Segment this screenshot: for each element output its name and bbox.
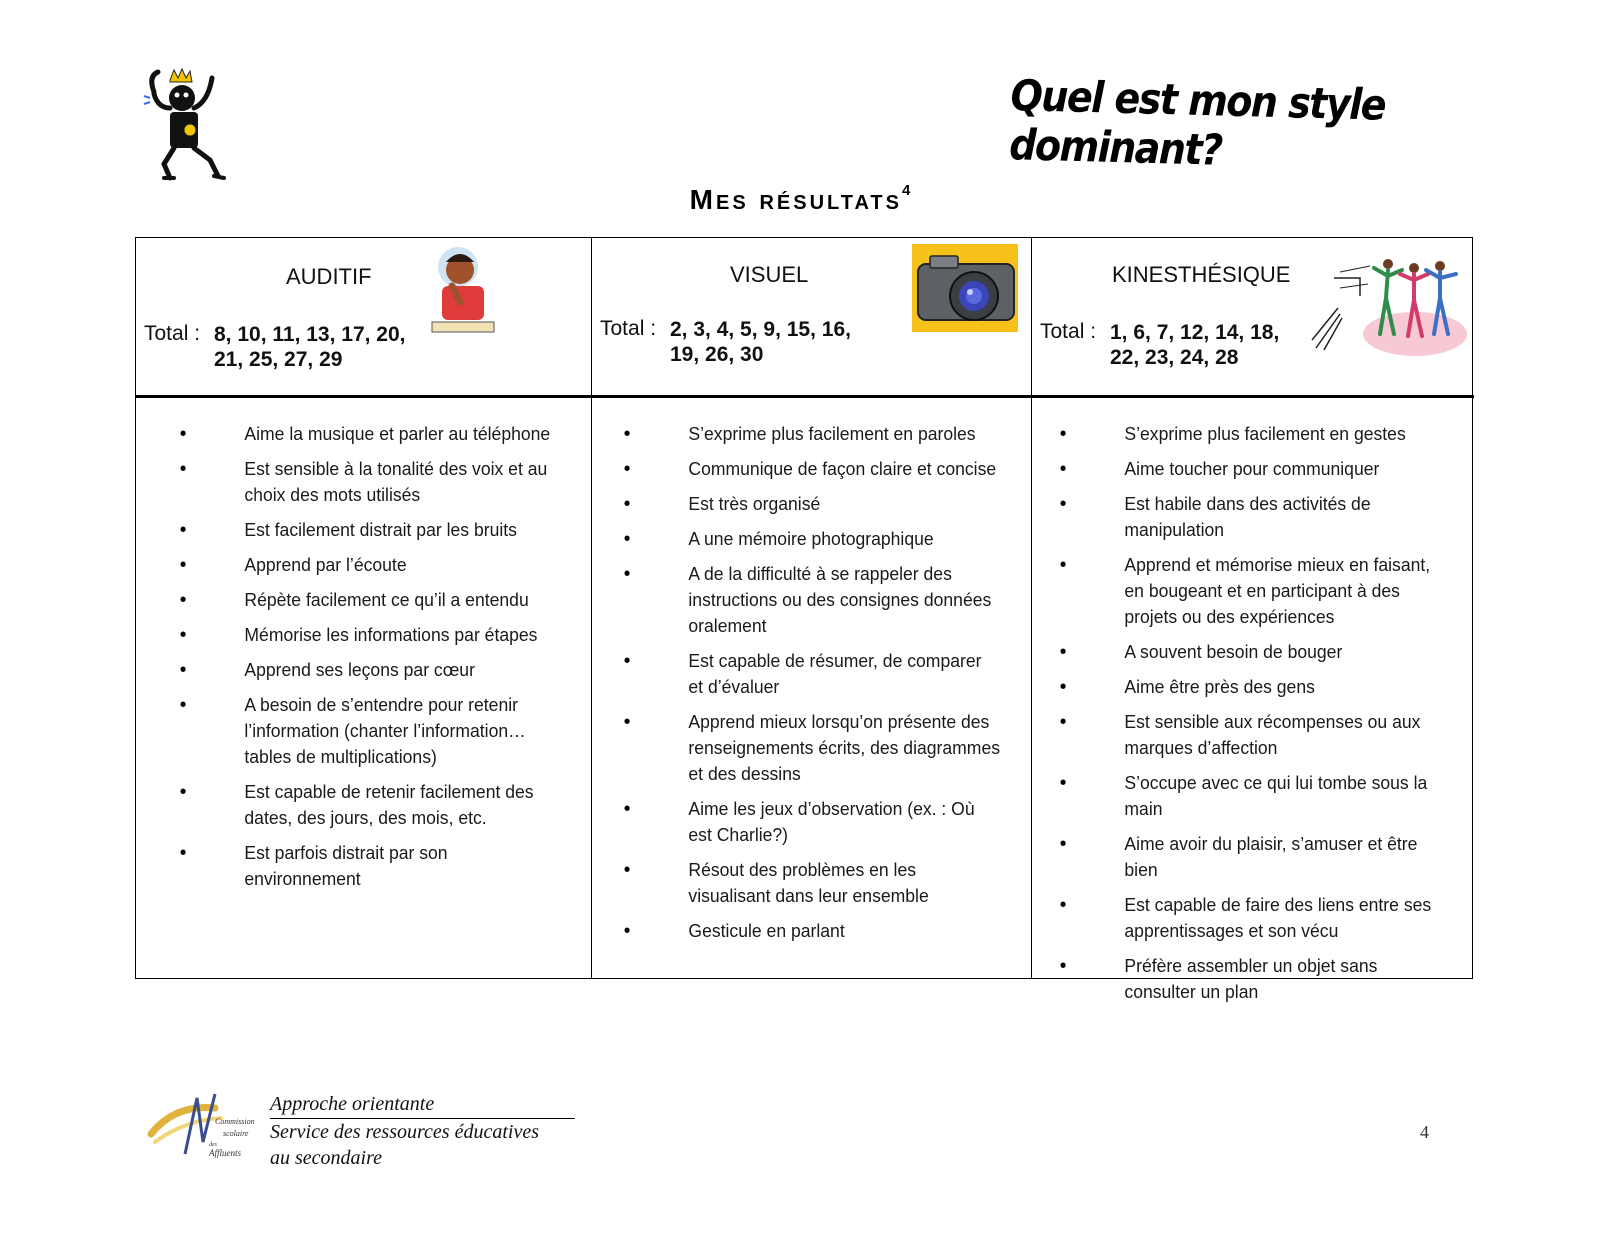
list-item: • Aime être près des gens	[1094, 674, 1446, 700]
column-header	[136, 238, 591, 398]
list-item: • Aime avoir du plaisir, s’amuser et être bien	[1094, 831, 1446, 883]
footer-line-1: Approche orientante	[270, 1093, 575, 1119]
svg-text:des: des	[209, 1142, 217, 1148]
list-item: • Préfère assembler un objet sans consulter un plan	[1094, 953, 1446, 1005]
list-item: • Répète facilement ce qu’il a entendu	[214, 587, 561, 613]
list-item: • Apprend et mémorise mieux en faisant, en bougeant et en participant à des projets ou des expériences	[1094, 552, 1446, 630]
column-title: AUDITIF	[286, 264, 372, 289]
list-item: • Est capable de résumer, de comparer et d’évaluer	[658, 648, 1000, 700]
list-item: • Mémorise les informations par étapes	[214, 622, 561, 648]
column-kinesthesique	[1031, 238, 1474, 1002]
trait-list	[214, 421, 579, 901]
column-header	[592, 238, 1031, 398]
total-label: Total :	[1040, 320, 1097, 343]
svg-text:Affluents: Affluents	[209, 1148, 241, 1158]
total-numbers-line1: 8, 10, 11, 13, 17, 20,	[214, 323, 406, 346]
list-item: • Est capable de retenir facilement des dates, des jours, des mois, etc.	[214, 779, 561, 831]
results-table	[135, 237, 1473, 1002]
list-item: • Apprend ses leçons par cœur	[214, 657, 561, 683]
list-item: • Aime toucher pour communiquer	[1094, 456, 1446, 482]
column-title: KINESTHÉSIQUE	[1112, 262, 1291, 287]
trait-list	[1094, 421, 1464, 1014]
total-numbers	[214, 322, 434, 372]
list-item: • Est habile dans des activités de manipulation	[1094, 491, 1446, 543]
column-visuel	[591, 238, 1031, 978]
list-item: • Est parfois distrait par son environnement	[214, 840, 561, 892]
svg-text:scolaire: scolaire	[223, 1129, 249, 1138]
list-item: • Aime la musique et parler au téléphone	[214, 421, 561, 447]
footer-line-2: Service des ressources éducatives	[270, 1121, 539, 1143]
total-numbers-line1: 1, 6, 7, 12, 14, 18,	[1110, 321, 1280, 344]
mascot-illustration	[140, 68, 240, 186]
total-label: Total :	[144, 322, 201, 345]
trait-list	[658, 421, 1018, 953]
commission-scolaire-logo	[145, 1090, 263, 1170]
list-item: • A de la difficulté à se rappeler des instructions ou des consignes données oralement	[658, 561, 1000, 639]
total-numbers	[670, 317, 890, 367]
svg-text:Commission: Commission	[215, 1117, 255, 1126]
list-item: • Communique de façon claire et concise	[658, 456, 1000, 482]
list-item: • A souvent besoin de bouger	[1094, 639, 1446, 665]
list-item: • A une mémoire photographique	[658, 526, 1000, 552]
column-title: VISUEL	[730, 262, 809, 287]
column-auditif	[136, 238, 591, 978]
total-numbers-line2: 22, 23, 24, 28	[1110, 346, 1239, 369]
section-footnote-marker: 4	[902, 182, 911, 199]
list-item: • Est facilement distrait par les bruits	[214, 517, 561, 543]
total-numbers-line1: 2, 3, 4, 5, 9, 15, 16,	[670, 318, 851, 341]
list-item: • Apprend par l’écoute	[214, 552, 561, 578]
total-numbers	[1110, 320, 1330, 370]
list-item: • Apprend mieux lorsqu’on présente des renseignements écrits, des diagrammes et des dessins	[658, 709, 1000, 787]
footer-text	[270, 1093, 575, 1171]
list-item: • S’exprime plus facilement en gestes	[1094, 421, 1446, 447]
list-item: • Est sensible à la tonalité des voix et au choix des mots utilisés	[214, 456, 561, 508]
total-numbers-line2: 19, 26, 30	[670, 343, 764, 366]
listening-student-illustration	[426, 242, 501, 337]
list-item: • Aime les jeux d’observation (ex. : Où est Charlie?)	[658, 796, 1000, 848]
list-item: • Est sensible aux récompenses ou aux marques d’affection	[1094, 709, 1446, 761]
page-title: Quel est mon style dominant?	[1008, 70, 1386, 175]
total-label: Total :	[600, 317, 657, 340]
page-number: 4	[1420, 1122, 1429, 1142]
section-title	[0, 182, 1600, 216]
list-item: • Est très organisé	[658, 491, 1000, 517]
section-title-text: Mes résultats	[689, 184, 902, 215]
footer-line-3: au secondaire	[270, 1147, 383, 1169]
column-header	[1032, 238, 1474, 398]
list-item: • Résout des problèmes en les visualisant dans leur ensemble	[658, 857, 1000, 909]
list-item: • A besoin de s’entendre pour retenir l’information (chanter l’information… tables de multiplications)	[214, 692, 561, 770]
camera-illustration	[910, 242, 1020, 334]
list-item: • S’occupe avec ce qui lui tombe sous la main	[1094, 770, 1446, 822]
dancers-illustration	[1310, 248, 1470, 360]
list-item: • S’exprime plus facilement en paroles	[658, 421, 1000, 447]
list-item: • Gesticule en parlant	[658, 918, 1000, 944]
total-numbers-line2: 21, 25, 27, 29	[214, 348, 343, 371]
list-item: • Est capable de faire des liens entre ses apprentissages et son vécu	[1094, 892, 1446, 944]
